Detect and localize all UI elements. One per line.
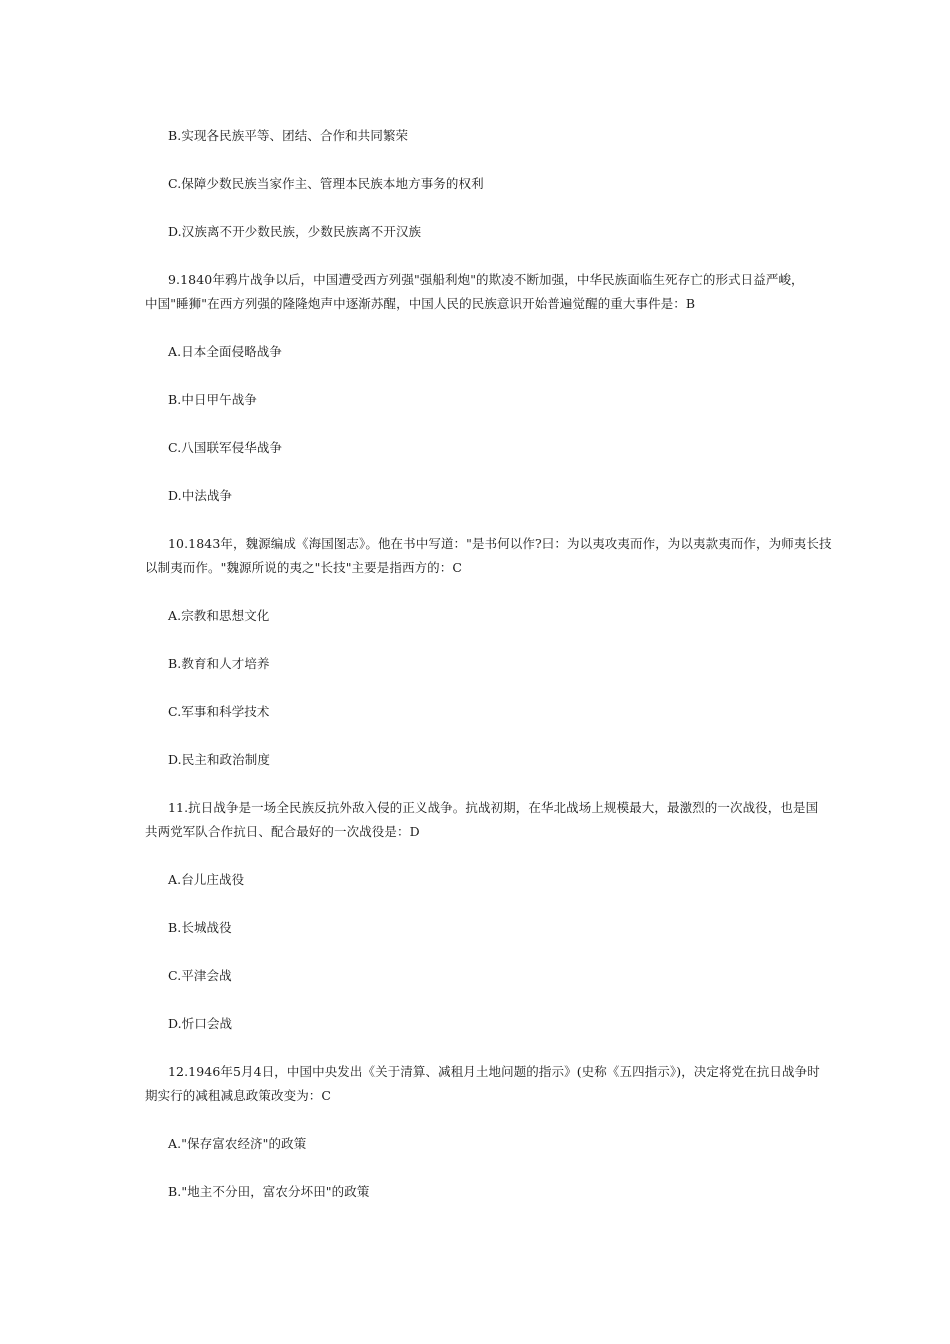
question-stem: 中国"睡狮"在西方列强的隆隆炮声中逐渐苏醒，中国人民的民族意识开始普遍觉醒的重大事件是：B xyxy=(145,296,696,311)
question-stem: 期实行的减租减息政策改变为：C xyxy=(145,1088,332,1103)
question-stem: 12.1946年5月4日，中国中央发出《关于清算、减租月土地问题的指示》(史称《五四指示》)，决定将党在抗日战争时 xyxy=(168,1064,820,1079)
question-stem: 共两党军队合作抗日、配合最好的一次战役是：D xyxy=(145,824,420,839)
option-item: C.军事和科学技术 xyxy=(168,704,270,719)
option-item: B."地主不分田，富农分坏田"的政策 xyxy=(168,1184,370,1199)
option-item: C.八国联军侵华战争 xyxy=(168,440,283,455)
option-item: B.长城战役 xyxy=(168,920,232,935)
option-item: D.民主和政治制度 xyxy=(168,752,270,767)
option-item: D.忻口会战 xyxy=(168,1016,233,1031)
option-item: C.保障少数民族当家作主、管理本民族本地方事务的权利 xyxy=(168,176,484,191)
question-stem: 9.1840年鸦片战争以后，中国遭受西方列强"强船利炮"的欺凌不断加强，中华民族面临生死存亡的形式日益严峻， xyxy=(168,272,804,287)
option-item: B.中日甲午战争 xyxy=(168,392,257,407)
question-stem: 10.1843年，魏源编成《海国图志》。他在书中写道："是书何以作?曰：为以夷攻夷而作，为以夷款夷而作，为师夷长技 xyxy=(168,536,832,551)
option-item: C.平津会战 xyxy=(168,968,232,983)
option-item: A.日本全面侵略战争 xyxy=(168,344,283,359)
option-item: D.中法战争 xyxy=(168,488,233,503)
option-item: A."保存富农经济"的政策 xyxy=(168,1136,307,1151)
question-stem: 以制夷而作。"魏源所说的夷之"长技"主要是指西方的：C xyxy=(145,560,463,575)
option-item: B.教育和人才培养 xyxy=(168,656,270,671)
option-item: A.宗教和思想文化 xyxy=(168,608,270,623)
question-stem: 11.抗日战争是一场全民族反抗外敌入侵的正义战争。抗战初期，在华北战场上规模最大，最激烈的一次战役，也是国 xyxy=(168,800,819,815)
option-item: A.台儿庄战役 xyxy=(168,872,245,887)
option-item: D.汉族离不开少数民族，少数民族离不开汉族 xyxy=(168,224,422,239)
option-item: B.实现各民族平等、团结、合作和共同繁荣 xyxy=(168,128,409,143)
